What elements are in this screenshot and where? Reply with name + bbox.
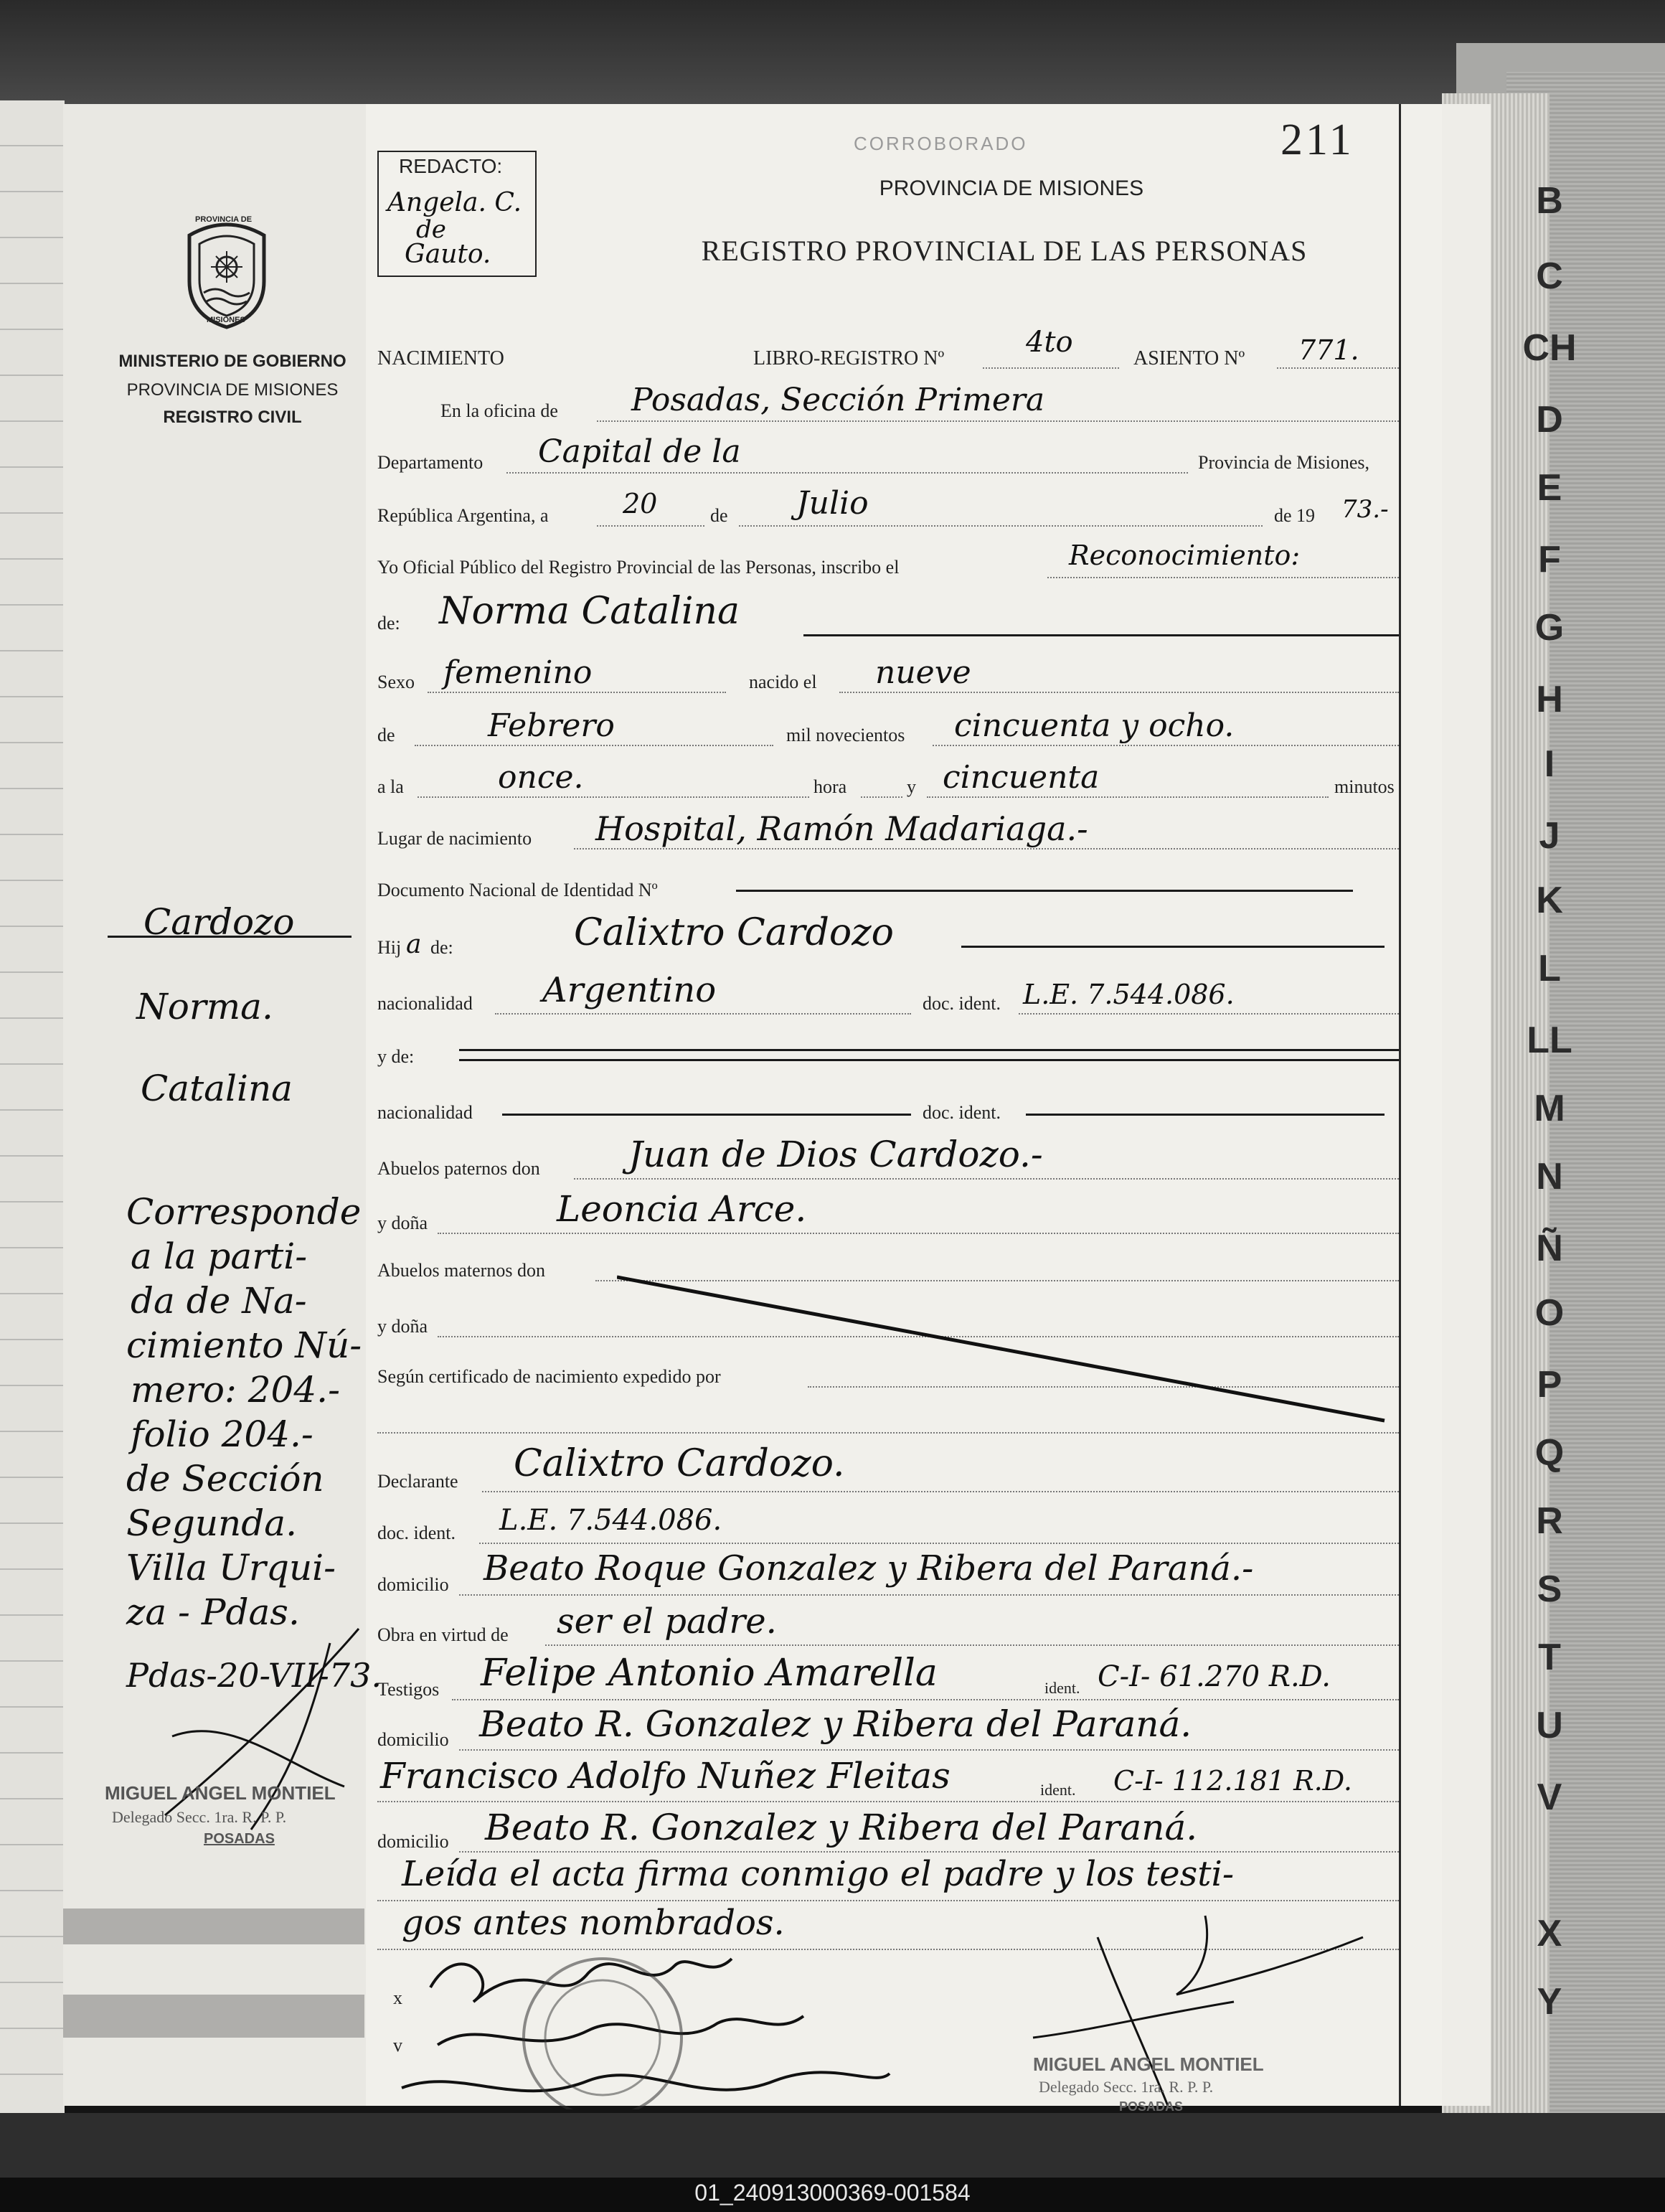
padre-value: Calixtro Cardozo [574,911,894,954]
signature-mark: x [393,1987,402,2008]
field-line [459,1049,1399,1051]
field-line [739,525,1263,527]
field-line [597,420,1399,422]
field-line [459,1594,1399,1596]
form-label: Abuelos paternos don [377,1158,540,1179]
field-line [459,1749,1399,1751]
index-tab[interactable]: O [1534,1292,1565,1334]
field-line [574,1178,1399,1180]
form-label: ident. [1040,1781,1076,1799]
index-tab[interactable]: N [1536,1156,1563,1197]
stamp-city: POSADAS [1119,2099,1184,2114]
field-line [428,692,726,693]
redacto-name: Gauto. [405,240,491,269]
page-number: 211 [1280,116,1354,164]
margin-stamp-role: Delegado Secc. 1ra. R. P. P. [112,1808,287,1826]
obra-value: ser el padre. [557,1601,777,1642]
index-tab[interactable]: R [1536,1500,1563,1542]
lugar-value: Hospital, Ramón Madariaga.- [595,809,1088,848]
nacionalidad-padre-value: Argentino [542,970,717,1010]
index-tab[interactable]: CH [1522,327,1577,369]
left-page-ruling [0,100,65,2131]
field-line [377,1801,1399,1802]
index-tab[interactable]: F [1538,539,1561,580]
form-label: En la oficina de [440,400,558,421]
index-tab[interactable]: T [1538,1637,1561,1678]
form-label: República Argentina, a [377,505,549,526]
form-label: doc. ident. [377,1522,456,1543]
doc-padre-value: L.E. 7.544.086. [1023,979,1235,1010]
form-label: domicilio [377,1831,449,1852]
form-label: hora [813,776,847,797]
index-tab[interactable]: U [1536,1705,1563,1746]
field-line [495,1013,911,1015]
field-line [459,1851,1399,1853]
index-tab[interactable]: D [1536,399,1563,441]
testigo1-domicilio-value: Beato R. Gonzalez y Ribera del Paraná. [479,1703,1192,1745]
form-label: y doña [377,1316,428,1337]
ministry-registry: REGISTRO CIVIL [163,408,302,427]
field-line [459,1059,1399,1061]
margin-note-line: Segunda. [126,1502,297,1544]
field-line [482,1491,1399,1492]
field-line [736,890,1353,892]
testigo2-domicilio-value: Beato R. Gonzalez y Ribera del Paraná. [485,1807,1198,1848]
index-tab[interactable]: LL [1527,1020,1572,1061]
libro-value: 4to [1026,326,1073,359]
field-line [861,796,902,798]
declarante-doc-value: L.E. 7.544.086. [499,1504,722,1537]
index-tab[interactable]: V [1537,1776,1562,1818]
cancel-strike-line [617,1270,1392,1435]
official-seal-icon [452,1937,760,2109]
anio-nacimiento-value: cincuenta y ocho. [954,707,1235,744]
closing-line: Leída el acta firma conmigo el padre y los testi- [402,1854,1235,1894]
form-label: minutos [1334,776,1395,797]
margin-stamp-name: MIGUEL ANGEL MONTIEL [105,1782,336,1804]
field-line [574,848,1399,849]
inscripcion-value: Reconocimiento: [1069,540,1301,571]
form-label: de: [377,613,400,634]
form-label: domicilio [377,1729,449,1750]
redacto-heading: REDACTO: [399,155,503,177]
margin-note-line: folio 204.- [131,1413,313,1455]
signature-mark: v [393,2035,402,2056]
closing-line: gos antes nombrados. [402,1903,785,1943]
form-label: Testigos [377,1679,440,1700]
index-tab[interactable]: C [1536,255,1563,297]
margin-stamp-city: POSADAS [204,1831,275,1847]
field-line [1277,367,1399,369]
form-label: ident. [1044,1679,1080,1697]
asiento-value: 771. [1298,334,1359,366]
nombre-value: Norma Catalina [439,590,740,633]
form-label: doc. ident. [923,1102,1001,1123]
stamp-name: MIGUEL ANGEL MONTIEL [1033,2053,1264,2075]
form-right-border [1399,104,1401,2106]
form-label: y de: [377,1046,415,1067]
index-tab[interactable]: K [1536,880,1563,921]
form-label: LIBRO-REGISTRO Nº [753,347,945,370]
form-label: Sexo [377,672,415,692]
form-label: domicilio [377,1574,449,1595]
scan-shadow-band [63,1909,364,1944]
field-line [927,796,1329,798]
field-line [438,1233,1399,1234]
margin-note-line: Villa Urqui- [126,1547,336,1589]
dia-value: 20 [623,488,658,519]
index-tab[interactable]: S [1537,1568,1562,1610]
field-line [502,1114,911,1116]
index-tab[interactable]: L [1538,948,1561,989]
margin-note-line: a la parti- [131,1236,308,1277]
testigo2-doc-value: C-I- 112.181 R.D. [1113,1765,1352,1797]
margin-note-line: za - Pdas. [126,1591,300,1633]
field-line [1047,577,1399,578]
abuela-paterna-value: Leoncia Arce. [557,1188,807,1230]
mes-nacimiento-value: Febrero [488,707,615,744]
field-line [933,745,1399,746]
declarante-value: Calixtro Cardozo. [514,1442,845,1485]
margin-note-line: de Sección [126,1458,324,1500]
field-line [506,472,1188,474]
form-label: nacido el [749,672,817,692]
form-label: ASIENTO Nº [1133,347,1245,370]
form-label: Departamento [377,452,484,473]
emblem-label: PROVINCIA DE [195,215,253,224]
margin-date: Pdas-20-VII-73. [126,1656,382,1695]
field-line [452,1699,1399,1700]
margin-note-line: da de Na- [131,1280,307,1322]
testigo1-doc-value: C-I- 61.270 R.D. [1098,1660,1331,1693]
testigo1-value: Felipe Antonio Amarella [481,1652,938,1695]
background-top [0,0,1665,108]
hora-value: once. [498,759,584,796]
form-label: nacionalidad [377,1102,473,1123]
index-tab[interactable]: P [1537,1364,1562,1406]
pencil-note: CORROBORADO [854,133,1028,154]
stamp-role: Delegado Secc. 1ra. R. P. P. [1039,2078,1214,2096]
form-label: Yo Oficial Público del Registro Provincial de las Personas, inscribo el [377,557,900,578]
margin-surname: Cardozo [143,901,295,943]
form-label: Documento Nacional de Identidad Nº [377,880,658,900]
form-label: y doña [377,1213,428,1233]
field-line [803,634,1399,636]
ministry-province: PROVINCIA DE MISIONES [126,380,339,400]
field-line [1019,1013,1399,1015]
redacto-name: Angela. C. [387,188,522,217]
margin-underline [108,936,352,938]
form-label: nacionalidad [377,993,473,1014]
field-line [479,1543,1399,1544]
form-label: de: [430,937,453,958]
index-tab[interactable]: J [1539,815,1560,857]
index-tab[interactable]: E [1537,467,1562,509]
index-tab[interactable]: I [1544,743,1555,785]
index-tab[interactable]: G [1534,607,1565,649]
form-label: Lugar de nacimiento [377,828,532,849]
index-tab[interactable]: B [1536,180,1563,222]
hija-suffix: a [406,930,422,959]
nacido-value: nueve [875,654,971,691]
mes-value: Julio [796,485,869,522]
abuelo-paterno-value: Juan de Dios Cardozo.- [628,1134,1043,1175]
form-label: NACIMIENTO [377,347,504,370]
emblem-label: MISIONES [207,316,245,324]
province-header: PROVINCIA DE MISIONES [879,177,1144,200]
field-line [597,525,704,527]
form-label: Según certificado de nacimiento expedido por [377,1366,721,1387]
form-label: Hij [377,937,402,958]
form-label: de [710,505,728,526]
field-line [983,367,1119,369]
anio-value: 73.- [1341,495,1389,524]
domicilio-value: Beato Roque Gonzalez y Ribera del Paraná.- [484,1548,1254,1589]
form-label: Declarante [377,1471,458,1492]
minutos-value: cincuenta [943,759,1100,796]
margin-note-line: Corresponde [126,1191,362,1233]
form-label: a la [377,776,404,797]
form-label: doc. ident. [923,993,1001,1014]
field-line [545,1644,1399,1646]
form-label: Provincia de Misiones, [1198,452,1370,473]
field-line [418,796,809,798]
form-label: de [377,725,395,745]
index-tab[interactable]: M [1534,1088,1565,1129]
testigo2-value: Francisco Adolfo Nuñez Fleitas [380,1755,951,1797]
form-label: Abuelos maternos don [377,1260,545,1281]
margin-given-name: Catalina [141,1068,293,1109]
scan-shadow-band [63,1995,364,2038]
form-label: mil novecientos [786,725,905,745]
departamento-value: Capital de la [538,433,741,470]
field-line [415,745,773,746]
form-label: de 19 [1274,505,1316,526]
sexo-value: femenino [443,654,593,691]
field-line [961,946,1385,948]
margin-note-line: mero: 204.- [131,1369,340,1411]
form-label: Obra en virtud de [377,1624,509,1645]
index-tab[interactable]: H [1536,679,1563,720]
margin-note-line: cimiento Nú- [126,1324,362,1366]
index-tab[interactable]: X [1537,1913,1562,1954]
index-tab[interactable]: Y [1537,1981,1562,2023]
form-label: y [907,776,916,797]
ministry-title: MINISTERIO DE GOBIERNO [118,352,346,371]
margin-signature [143,1622,366,1837]
province-emblem-icon [175,215,278,330]
image-identifier: 01_240913000369-001584 [694,2180,971,2206]
margin-given-name: Norma. [136,986,273,1027]
index-tab[interactable]: Q [1534,1432,1565,1474]
redacto-name: de [416,215,446,244]
index-tab[interactable]: Ñ [1536,1228,1563,1269]
oficina-value: Posadas, Sección Primera [631,382,1045,418]
registry-title: REGISTRO PROVINCIAL DE LAS PERSONAS [701,235,1308,267]
field-line [839,692,1399,693]
field-line [1026,1114,1385,1116]
